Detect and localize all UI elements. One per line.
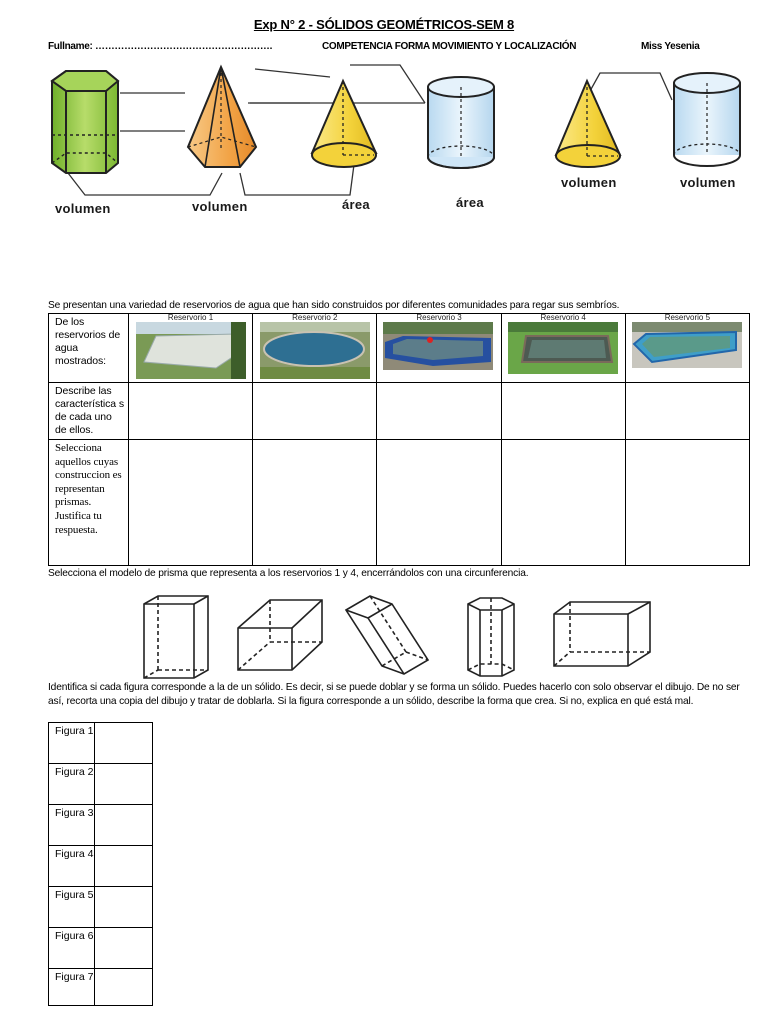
solid-label: volumen xyxy=(561,175,617,190)
solids-illustration xyxy=(0,55,768,220)
figure-label-cell: Figura 4 xyxy=(49,846,95,887)
reservoirs-intro: Se presentan una variedad de reservorios de agua que han sido construidos por diferentes comunidades para regar sus sembríos. xyxy=(48,300,620,311)
reservoir-3-photo-icon xyxy=(383,322,493,370)
answer-cell[interactable] xyxy=(501,440,625,566)
connector-line xyxy=(68,173,222,195)
cone-icon xyxy=(556,81,620,167)
answer-cell[interactable] xyxy=(128,383,252,440)
reservoir-cell xyxy=(253,314,377,383)
worksheet-title: Exp N° 2 - SÓLIDOS GEOMÉTRICOS-SEM 8 xyxy=(253,17,515,32)
answer-cell[interactable] xyxy=(95,969,153,1006)
reservoir-cell xyxy=(377,314,501,383)
prism-model-1-icon xyxy=(144,596,208,678)
reservoirs-table xyxy=(48,313,750,566)
answer-cell[interactable] xyxy=(95,723,153,764)
prism-models xyxy=(130,590,660,680)
solid-label: volumen xyxy=(680,175,736,190)
solid-label: área xyxy=(456,195,484,210)
answer-cell[interactable] xyxy=(253,440,377,566)
prism-instruction: Selecciona el modelo de prisma que representa a los reservorios 1 y 4, encerrándolos con una circunferencia. xyxy=(48,568,529,579)
reservoir-cell xyxy=(128,314,252,383)
reservoir-cell xyxy=(501,314,625,383)
pyramid-icon xyxy=(188,67,256,167)
table-row-label: Selecciona aquellos cuyas construccion es representan prismas. Justifica tu respuesta. xyxy=(49,440,129,566)
reservoir-name: Reservorio 1 xyxy=(167,313,214,322)
reservoir-1-photo-icon xyxy=(136,322,246,379)
answer-cell[interactable] xyxy=(95,764,153,805)
reservoir-name: Reservorio 2 xyxy=(292,313,338,322)
figure-label-cell: Figura 2 xyxy=(49,764,95,805)
figure-label-cell: Figura 5 xyxy=(49,887,95,928)
answer-cell[interactable] xyxy=(253,383,377,440)
cylinder-icon xyxy=(674,73,740,166)
solid-label: área xyxy=(342,197,370,212)
answer-cell[interactable] xyxy=(95,887,153,928)
figure-label-cell: Figura 7 xyxy=(49,969,95,1006)
cylinder-icon xyxy=(428,77,494,168)
answer-cell[interactable] xyxy=(501,383,625,440)
hexagonal-prism-icon xyxy=(52,71,118,173)
figure-label-cell: Figura 1 xyxy=(49,723,95,764)
reservoir-name: Reservorio 4 xyxy=(540,313,586,322)
competencia-label: COMPETENCIA FORMA MOVIMIENTO Y LOCALIZACIÓN xyxy=(322,41,577,52)
prism-model-4-icon xyxy=(468,598,514,676)
cone-icon xyxy=(312,81,376,167)
reservoir-2-photo-icon xyxy=(260,322,370,379)
solid-label: volumen xyxy=(192,199,248,214)
reservoir-4-photo-icon xyxy=(508,322,618,374)
reservoir-name: Reservorio 5 xyxy=(664,313,711,322)
figures-table xyxy=(48,722,153,1006)
reservoir-5-photo-icon xyxy=(632,322,742,368)
answer-cell[interactable] xyxy=(95,805,153,846)
solid-label: volumen xyxy=(55,201,111,216)
reservoir-cell xyxy=(625,314,749,383)
teacher-name: Miss Yesenia xyxy=(641,41,700,52)
answer-cell[interactable] xyxy=(377,383,501,440)
table-row-label: Describe las característica s de cada uno de ellos. xyxy=(49,383,129,440)
answer-cell[interactable] xyxy=(377,440,501,566)
fullname-field[interactable]: Fullname: ………………………………………………. xyxy=(48,41,273,52)
prism-model-3-icon xyxy=(346,596,428,674)
answer-cell[interactable] xyxy=(95,928,153,969)
table-row-label: De los reservorios de agua mostrados: xyxy=(49,314,129,383)
answer-cell[interactable] xyxy=(95,846,153,887)
figure-label-cell: Figura 3 xyxy=(49,805,95,846)
identify-instruction: Identifica si cada figura corresponde a la de un sólido. Es decir, si se puede doblar y se forma un sólido. Puedes hacerlo con solo observar el dibujo. De no ser así, recorta una copia del dibujo y tratar de doblarla. Si la figura corresponde a un sólido, describe la forma que crea. Si no, explica en qué está mal. xyxy=(48,682,740,707)
prism-model-2-icon xyxy=(238,600,322,670)
prism-model-5-icon xyxy=(554,602,650,666)
answer-cell[interactable] xyxy=(625,440,749,566)
reservoir-name: Reservorio 3 xyxy=(416,313,462,322)
answer-cell[interactable] xyxy=(128,440,252,566)
answer-cell[interactable] xyxy=(625,383,749,440)
figure-label-cell: Figura 6 xyxy=(49,928,95,969)
